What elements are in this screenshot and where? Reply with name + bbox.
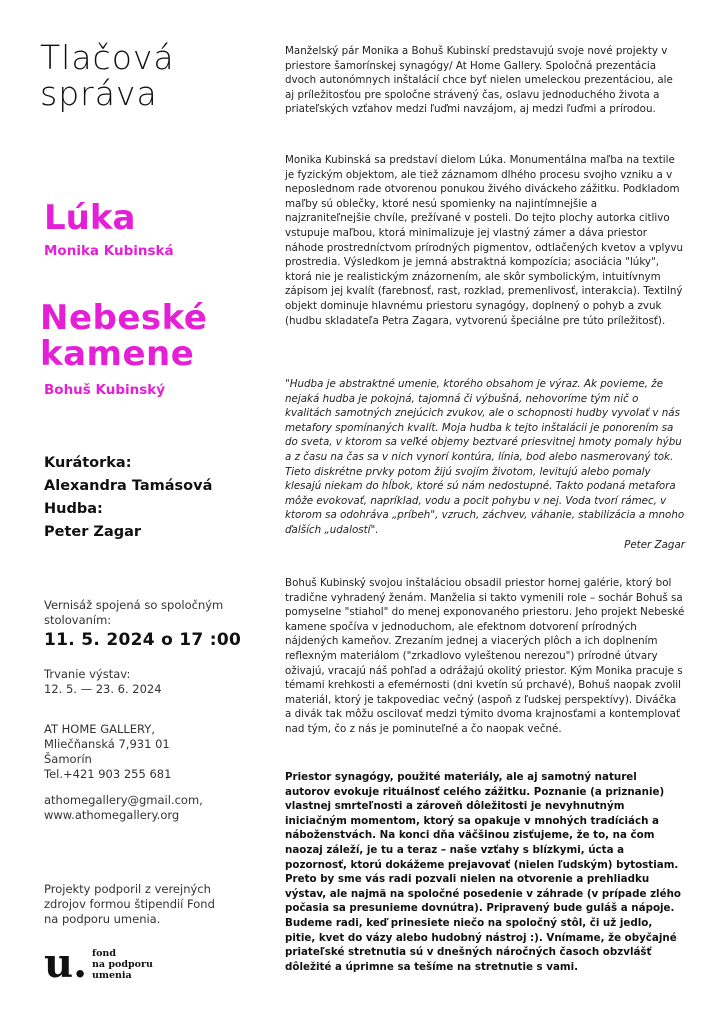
vernissage-text: Vernisáž spojená so spoločným stolovaním:: [44, 598, 224, 627]
composer-quote: [285, 377, 685, 552]
logo-line: umenia: [92, 970, 132, 981]
quote-author: Peter Zagar: [624, 538, 685, 551]
fund-logo: [44, 940, 224, 987]
logo-text: [92, 948, 153, 981]
logo-mark: u.: [44, 940, 88, 987]
exhibition-duration: [44, 667, 162, 697]
address-line: Mliečňanská 7,931 01: [44, 737, 170, 751]
phone-number: Tel.+421 903 255 681: [44, 767, 172, 781]
invitation-paragraph: Priestor synagógy, použité materiály, ale aj samotný naturel autorov evokuje rituálnosť celého zážitku. Poznanie (a priznanie) vlastnej smrteľnosti a zároveň dôležitosti je nevyhnutným iniciačným momentom, ktorý sa opakuje v mnohých tradíciách a náboženstvách. Na konci dňa väčšinou zisťujeme, že to, na čom naozaj záleží, je tu a teraz – naše vzťahy s blízkymi, úcta a pozornosť, ktorú dokážeme prejavovať (nielen ľudským) bytostiam. Preto by sme vás radi pozvali nielen na otvorenie a prehliadku výstav, ale najmä na spoločné posedenie v záhrade (v prípade zlého počasia sa presunieme dovnútra). Pripravený bude guláš a nápoje. Budeme radi, keď prinesiete niečo na spoločný stôl, či už jedlo, pitie, kvet do vázy alebo hudobný nástroj :). Vnímame, že obyčajné priateľské stretnutia sú v dnešných náročných časoch obzvlášť dôležité a úprimne sa tešíme na stretnutie s vami.: [285, 771, 681, 973]
address-line: AT HOME GALLERY,: [44, 722, 155, 736]
page-title: Tlačová správa: [40, 38, 175, 113]
curator-label: Kurátorka:: [44, 455, 132, 471]
funding-note: Projekty podporil z verejných zdrojov formou štipendií Fond na podporu umenia.: [44, 882, 215, 926]
email-link[interactable]: athomegallery@gmail.com,: [44, 793, 203, 807]
music-name: Peter Zagar: [44, 524, 142, 540]
artist-name-monika: Monika Kubinská: [44, 243, 174, 259]
luka-paragraph: Monika Kubinská sa predstaví dielom Lúka. Monumentálna maľba na textile je fyzickým objektom, ale tiež záznamom dlhého procesu svojho vzniku a v neposlednom rade otvorenou ponukou živého diváckeho zážitku. Podkladom maľby sú oblečky, ktoré nesú spomienky na najintímnejšie a najzraniteľnejšie chvíle, prežívané v posteli. Do tejto plochy autorka citlivo vstupuje maľbou, ktorá minimalizuje jej vlastný zámer a dáva priestor náhode prostredníctvom prírodných pigmentov, odtlačených kvetov a vplyvu prostredia. Výsledkom je jemná abstraktná kompozícia; asociácia "lúky", ktorá nie je realistickým znázornením, ale skôr symbolickým, intuitívnym zápisom jej kvalít (farebnosť, rast, rozklad, premenlivosť, interakcia). Textilný objekt dominuje hlavnému priestoru synagógy, doplnený o pohyb a zvuk (hudbu skladateľa Petra Zagara, vytvorenú špeciálne pre túto príležitosť).: [285, 154, 684, 327]
address-line: Šamorín: [44, 752, 92, 766]
duration-label: Trvanie výstav:: [44, 667, 131, 681]
gallery-address: [44, 722, 171, 782]
logo-line: na podporu: [92, 959, 153, 970]
duration-dates: 12. 5. — 23. 6. 2024: [44, 682, 162, 696]
website-link[interactable]: www.athomegallery.org: [44, 808, 180, 822]
work-title-luka: Lúka: [44, 198, 136, 238]
logo-line: fond: [92, 948, 116, 959]
music-label: Hudba:: [44, 501, 103, 517]
contact-info: [44, 793, 203, 823]
curator-name: Alexandra Tamásová: [44, 478, 213, 494]
work-title-nebeske-kamene: Nebeské kamene: [40, 298, 208, 374]
quote-text: "Hudba je abstraktné umenie, ktorého obsahom je výraz. Ak povieme, že nejaká hudba je pokojná, tajomná či výbušná, nehovoríme tým nič o kvalitách samotných znejúcich zvukov, ale o schopnosti hudby vyvolať v nás metafory spomínaných kvalít. Moja hudba k tejto inštalácii je ponorením sa do sveta, v ktorom sa veľké objemy beztvaré priesvitnej hmoty pomaly hýbu a z času na čas sa v nich vynorí kontúra, línia, bod alebo nasmerovaný tok. Tieto diskrétne prvky potom žijú svojím životom, levitujú alebo pomaly klesajú niekam do hĺbok, ktoré sú nám nedostupné. Takto podaná metafora môže evokovať, napríklad, vodu a pocit pohybu v nej. Voda tvorí rámec, v ktorom sa odohráva „príbeh", vzruch, záchvev, váhanie, stabilizácia a mnoho ďalších „udalostí".: [285, 378, 685, 536]
nebeske-kamene-paragraph: Bohuš Kubinský svojou inštaláciou obsadil priestor hornej galérie, ktorý bol tradične vyhradený ženám. Manželia si takto vymenili role – sochár Bohuš sa pomyselne "stiahol" do menej exponovaného priestoru. Jeho projekt Nebeské kamene spočíva v jednoduchom, ale efektnom dotvorení prírodných nájdených kameňov. Zrezaním jednej a viacerých plôch a ich doplnením reflexným materiálom ("zrkadlovo vyleštenou nerezou") prírodné útvary oživajú, vracajú náš pohľad a odrážajú okolitý priestor. Kým Monika pracuje s témami krehkosti a efemérnosti (dni kvetín sú prchavé), Bohuš naopak zvolil materiál, ktorý je takpovediac večný (aspoň z ľudskej perspektívy). Diváčka a divák tak môžu oscilovať medzi týmito dvoma krajnosťami a kontemplovať nad tým, čo z nás je pominuteľné a čo naopak večné.: [285, 577, 685, 735]
artist-name-bohus: Bohuš Kubinský: [44, 382, 166, 398]
intro-paragraph: Manželský pár Monika a Bohuš Kubinskí predstavujú svoje nové projekty v priestore šamorínskej synagógy/ At Home Gallery. Spoločná prezentácia dvoch autonómnych inštalácií chce byť nielen umeleckou prezentáciou, ale aj príležitosťou pre spoločne strávený čas, oslavu jednoduchého života a priateľských vzťahov medzi ľuďmi navzájom, aj medzi ľuďmi a prírodou.: [285, 45, 673, 116]
credits: [44, 452, 212, 544]
vernissage-date: 11. 5. 2024 o 17 :00: [44, 630, 242, 650]
